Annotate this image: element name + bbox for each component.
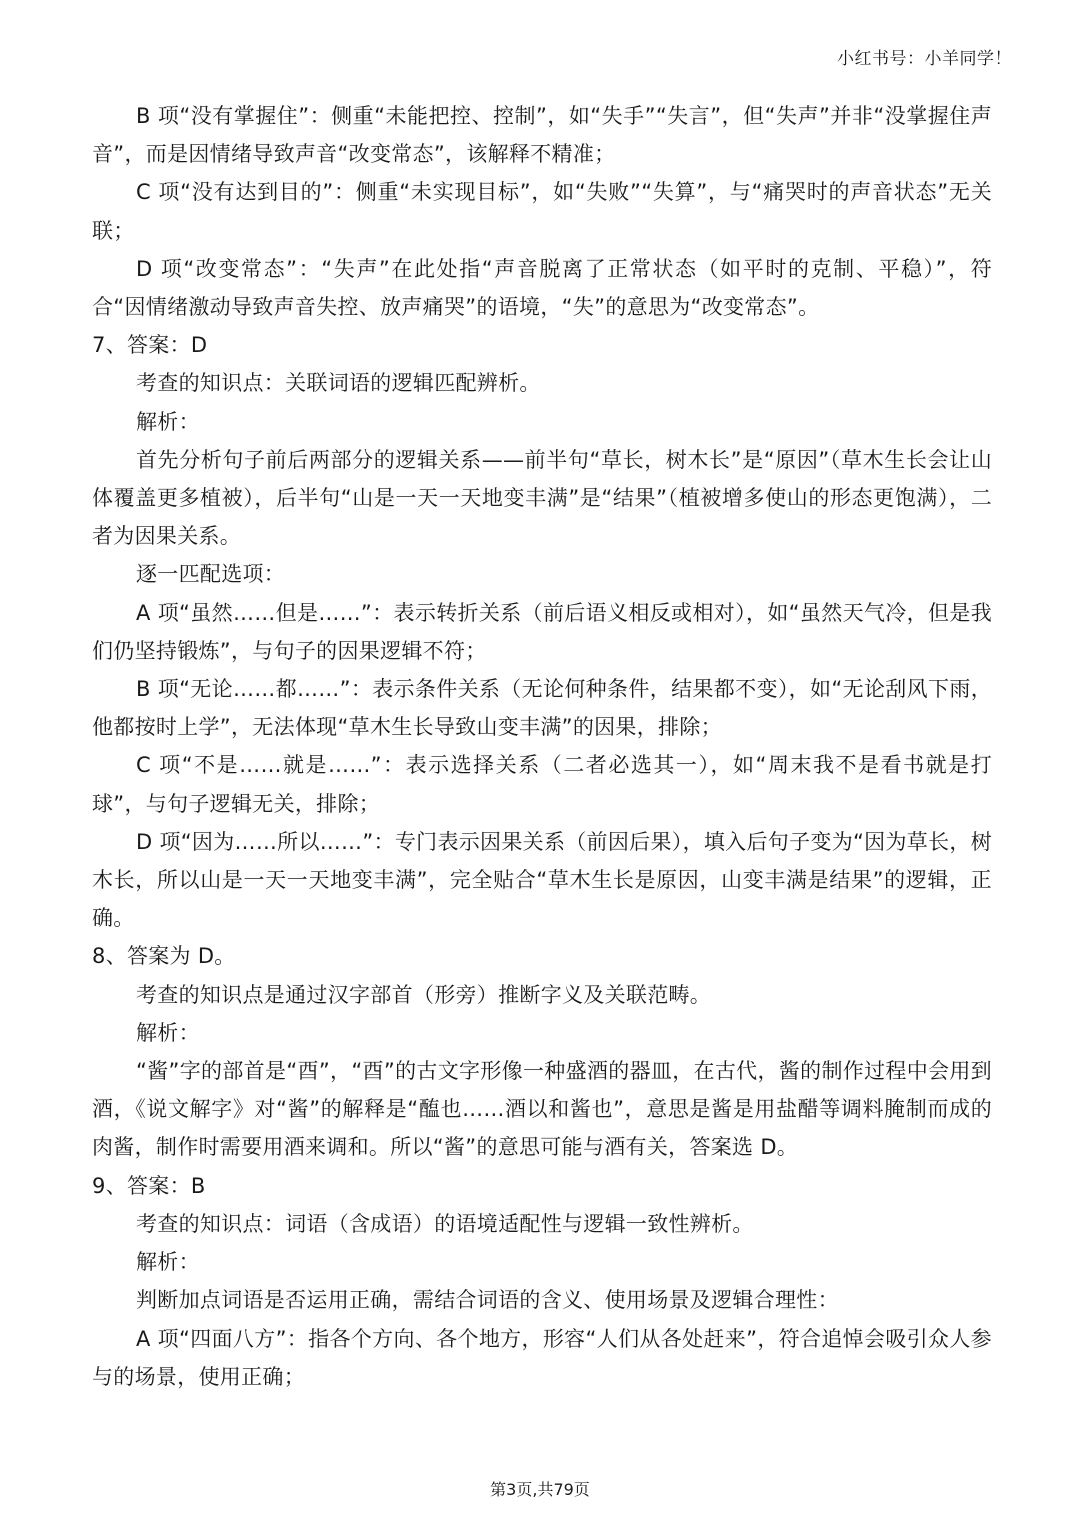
paragraph: B 项“无论……都……”：表示条件关系（无论何种条件，结果都不变），如“无论刮风下雨，他都按时上学”，无法体现“草木生长导致山变丰满”的因果，排除； — [92, 677, 992, 740]
paragraph: C 项“没有达到目的”：侧重“未实现目标”，如“失败”“失算”，与“痛哭时的声音状态”无关联； — [92, 180, 992, 243]
paragraph: 考查的知识点：词语（含成语）的语境适配性与逻辑一致性辨析。 — [136, 1211, 754, 1236]
paragraph: D 项“改变常态”：“失声”在此处指“声音脱离了正常状态（如平时的克制、平稳）”，符合“因情绪激动导致声音失控、放声痛哭”的语境，“失”的意思为“改变常态”。 — [92, 256, 992, 320]
paragraph: 解析： — [136, 409, 200, 434]
paragraph: 逐一匹配选项： — [136, 562, 286, 587]
header-note: 小红书号：小羊同学！ — [837, 49, 1012, 69]
paragraph: 解析： — [136, 1250, 200, 1275]
paragraph: 判断加点词语是否运用正确，需结合词语的含义、使用场景及逻辑合理性： — [136, 1288, 839, 1313]
paragraph: C 项“不是……就是……”：表示选择关系（二者必选其一），如“周末我不是看书就是打球”，与句子逻辑无关，排除； — [92, 753, 992, 816]
document-body — [92, 97, 992, 1396]
paragraph: 首先分析句子前后两部分的逻辑关系——前半句“草长，树木长”是“原因”（草木生长会让山体覆盖更多植被），后半句“山是一天一天地变丰满”是“结果”（植被增多使山的形态更饱满），二者为因果关系。 — [92, 447, 992, 549]
answer-heading: 8、答案为 D。 — [92, 944, 236, 969]
paragraph: “酱”字的部首是“酉”，“酉”的古文字形像一种盛酒的器皿，在古代，酱的制作过程中会用到酒，《说文解字》对“酱”的解释是“醢也……酒以和酱也”，意思是酱是用盐醋等调料腌制而成的肉酱，制作时需要用酒来调和。所以“酱”的意思可能与酒有关，答案选 D。 — [92, 1059, 992, 1160]
paragraph: 考查的知识点是通过汉字部首（形旁）推断字义及关联范畴。 — [136, 982, 712, 1007]
answer-heading: 7、答案：D — [92, 333, 208, 358]
paragraph: B 项“没有掌握住”：侧重“未能把控、控制”，如“失手”“失言”，但“失声”并非“没掌握住声音”，而是因情绪导致声音“改变常态”，该解释不精准； — [92, 104, 992, 167]
paragraph: D 项“因为……所以……”：专门表示因果关系（前因后果），填入后句子变为“因为草长，树木长，所以山是一天一天地变丰满”，完全贴合“草木生长是原因，山变丰满是结果”的逻辑，正确。 — [92, 829, 992, 931]
paragraph: A 项“四面八方”：指各个方向、各个地方，形容“人们从各处赶来”，符合追悼会吸引众人参与的场景，使用正确； — [92, 1326, 992, 1389]
answer-heading: 9、答案：B — [92, 1173, 206, 1198]
paragraph: 考查的知识点：关联词语的逻辑匹配辨析。 — [136, 371, 541, 396]
paragraph: A 项“虽然……但是……”：表示转折关系（前后语义相反或相对），如“虽然天气冷，但是我们仍坚持锻炼”，与句子的因果逻辑不符； — [92, 600, 992, 663]
paragraph: 解析： — [136, 1020, 200, 1045]
page-number: 第3页,共79页 — [490, 1480, 590, 1499]
